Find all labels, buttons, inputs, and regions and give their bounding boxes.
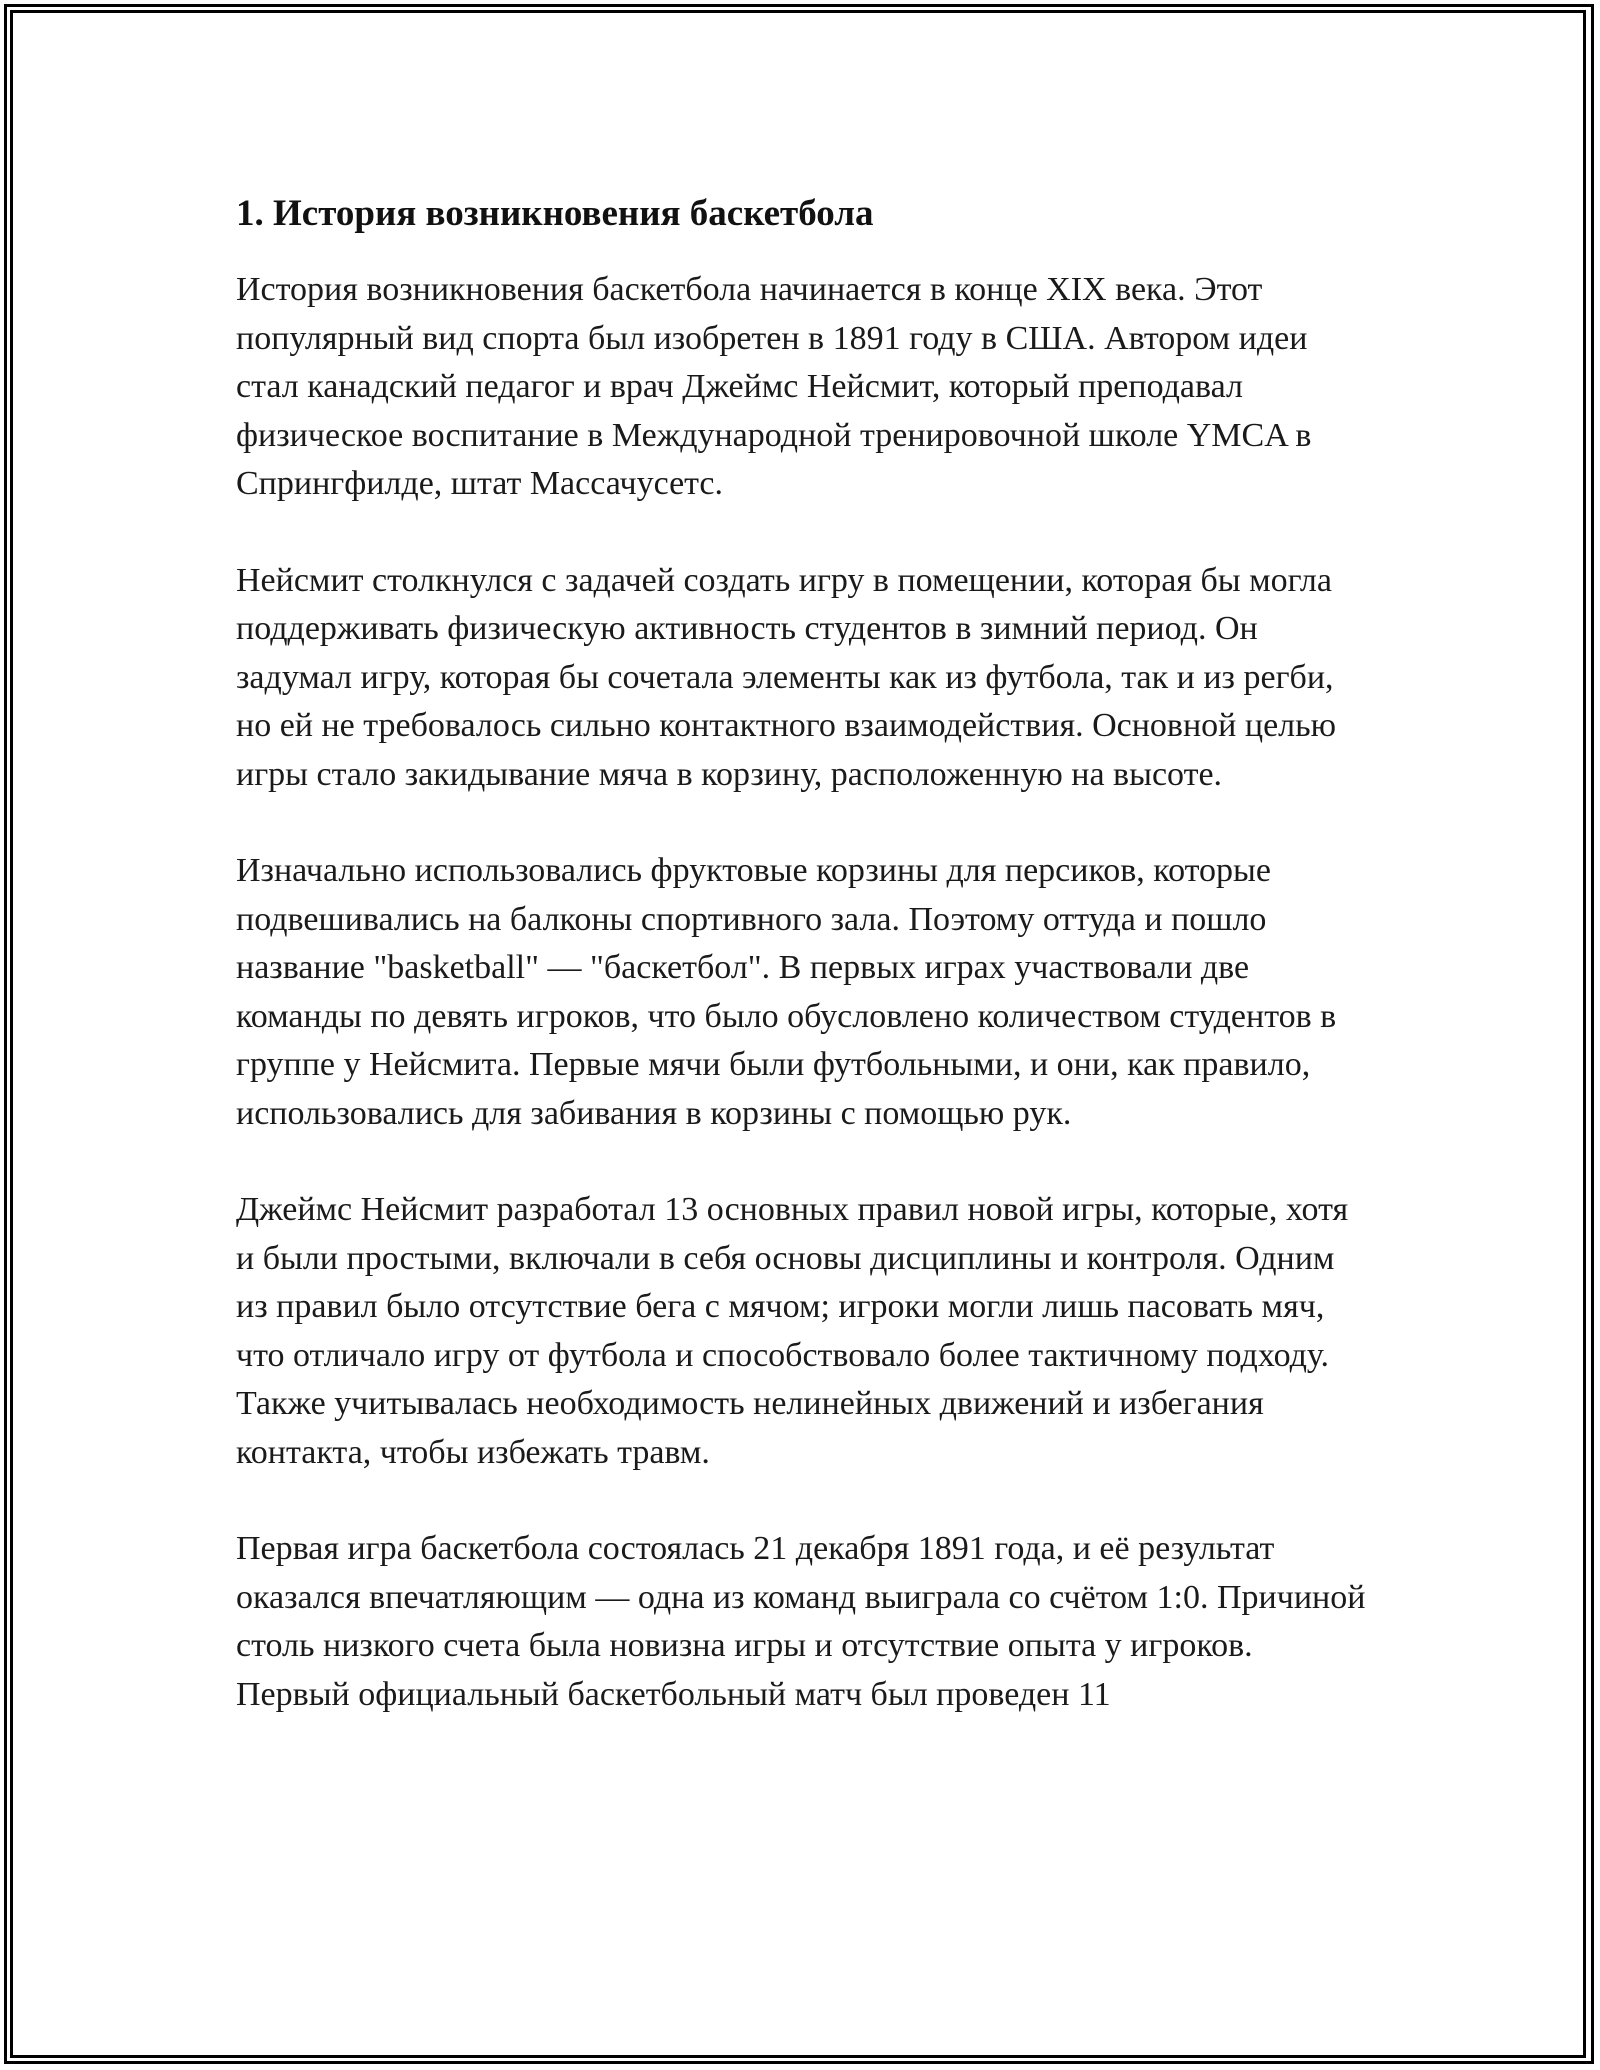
paragraph-5: Первая игра баскетбола состоялась 21 декабря 1891 года, и её результат оказался впечатляющим — одна из команд выиграла со счётом 1:0. Причиной столь низкого счета была новизна игры и отсутствие опыта у игроков. Первый официальный баскетбольный матч был проведен 11 bbox=[236, 1530, 1366, 1713]
paragraph-2: Нейсмит столкнулся с задачей создать игру в помещении, которая бы могла поддерживать физическую активность студентов в зимний период. Он задумал игру, которая бы сочетала элементы как из футбола, так и из регби, но ей не требовалось сильно контактного взаимодействия. Основной целью игры стало закидывание мяча в корзину, расположенную на высоте. bbox=[236, 561, 1337, 793]
document-body bbox=[236, 188, 1366, 1767]
paragraph-4: Джеймс Нейсмит разработал 13 основных правил новой игры, которые, хотя и были простыми, включали в себя основы дисциплины и контроля. Одним из правил было отсутствие бега с мячом; игроки могли лишь пасовать мяч, что отличало игру от футбола и способствовало более тактичному подходу. Также учитывалась необходимость нелинейных движений и избегания контакта, чтобы избежать травм. bbox=[236, 1191, 1349, 1471]
section-heading: 1. История возникновения баскетбола bbox=[236, 193, 874, 234]
paragraph-3: Изначально использовались фруктовые корзины для персиков, которые подвешивались на балконы спортивного зала. Поэтому оттуда и пошло название "basketball" — "баскетбол". В первых играх участвовали две команды по девять игроков, что было обусловлено количеством студентов в группе у Нейсмита. Первые мячи были футбольными, и они, как правило, использовались для забивания в корзины с помощью рук. bbox=[236, 852, 1337, 1132]
paragraph-1: История возникновения баскетбола начинается в конце XIX века. Этот популярный вид спорта был изобретен в 1891 году в США. Автором идеи стал канадский педагог и врач Джеймс Нейсмит, который преподавал физическое воспитание в Международной тренировочной школе YMCA в Спрингфилде, штат Массачусетс. bbox=[236, 271, 1312, 502]
